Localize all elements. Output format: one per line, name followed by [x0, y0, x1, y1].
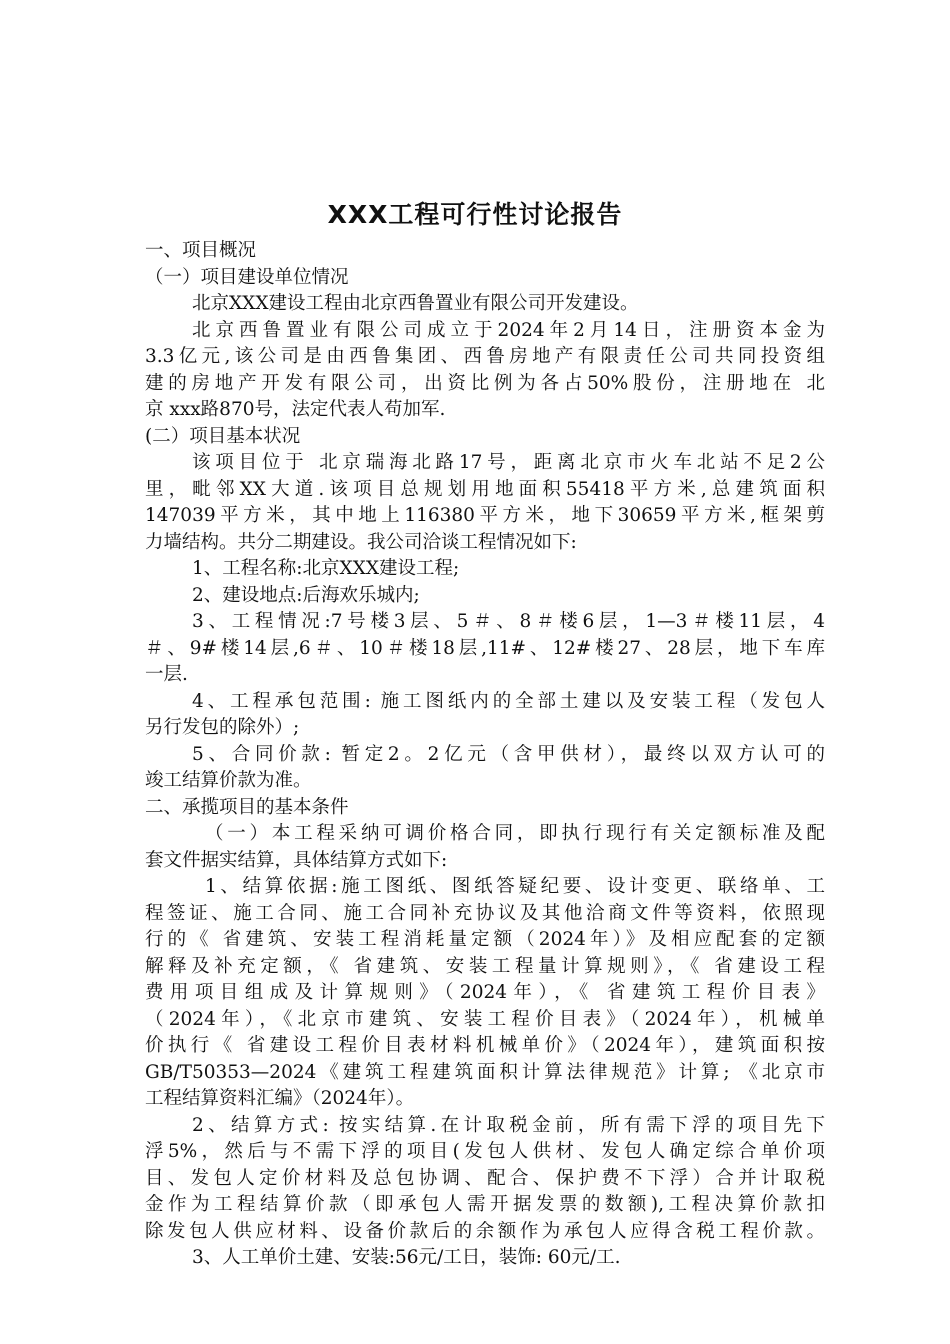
- list-item: 5、合同价款: 暂定2。2亿元（含甲供材），最终以双方认可的: [192, 743, 825, 765]
- paragraph-line: （2024年），《北京市建筑、安装工程价目表》（2024年），机械单: [145, 1008, 825, 1030]
- paragraph-line: 147039平方米，其中地上116380平方米，地下30659平方米,框架剪: [145, 505, 825, 526]
- paragraph-line: 套文件据实结算，具体结算方式如下:: [145, 849, 448, 871]
- paragraph-line: 工程结算资料汇编》（2024年）。: [145, 1088, 415, 1109]
- section-heading: 一、项目概况: [145, 240, 257, 261]
- paragraph-line: 除发包人供应材料、设备价款后的余额作为承包人应得含税工程价款。: [145, 1220, 825, 1242]
- list-item: 4、工程承包范围: 施工图纸内的全部土建以及安装工程（发包人: [192, 690, 825, 712]
- subsection-heading: （一）项目建设单位情况: [145, 266, 349, 288]
- subsection-heading: (二）项目基本状况: [145, 425, 301, 447]
- paragraph-line: 程签证、施工合同、施工合同补充协议及其他洽商文件等资料，依照现: [145, 902, 825, 924]
- list-item: 2、建设地点:后海欢乐城内;: [192, 584, 420, 606]
- list-item: 1、结算依据:施工图纸、图纸答疑纪要、设计变更、联络单、工: [205, 876, 825, 897]
- list-item: 2、结算方式: 按实结算.在计取税金前，所有需下浮的项目先下: [192, 1114, 825, 1136]
- paragraph-line: ＃、9#楼14层,6＃、10＃楼18层,11#、12#楼27、28层，地下车库: [145, 637, 825, 659]
- list-item: 3、人工单价土建、安装:56元/工日，装饰: 60元/工.: [192, 1247, 621, 1268]
- paragraph-line: 价执行《 省建设工程价目表材料机械单价》（2024年），建筑面积按: [145, 1035, 825, 1056]
- document-title: XXX工程可行性讨论报告: [327, 200, 623, 229]
- paragraph-line: 北京西鲁置业有限公司成立于2024年2月14日，注册资本金为: [192, 319, 825, 341]
- paragraph-line: 北京XXX建设工程由北京西鲁置业有限公司开发建设。: [192, 293, 639, 314]
- paragraph-line: 京 xxx路870号，法定代表人苟加军.: [145, 399, 446, 420]
- paragraph-line: 里，毗邻XX大道.该项目总规划用地面积55418平方米,总建筑面积: [145, 478, 825, 500]
- paragraph-line: 力墙结构。共分二期建设。我公司洽谈工程情况如下:: [145, 531, 577, 553]
- paragraph-line: GB/T50353—2024《建筑工程建筑面积计算法律规范》计算; 《北京市: [145, 1061, 825, 1083]
- document-body: [145, 238, 825, 1272]
- section-heading: 二、承揽项目的基本条件: [145, 796, 349, 818]
- paragraph-line: 建的房地产开发有限公司，出资比例为各占50%股份，注册地在 北: [145, 372, 825, 394]
- paragraph-line: 一层.: [145, 664, 188, 685]
- list-item: 1、工程名称:北京XXX建设工程;: [192, 558, 460, 579]
- list-item: 3、工程情况:7号楼3层、5＃、8＃楼6层，1—3＃楼11层，4: [192, 611, 825, 632]
- paragraph-line: 另行发包的除外）;: [145, 717, 300, 738]
- paragraph-line: 金作为工程结算价款（即承包人需开据发票的数额),工程决算价款扣: [145, 1194, 825, 1215]
- paragraph-line: 行的《 省建筑、安装工程消耗量定额（2024年）》及相应配套的定额: [145, 929, 825, 950]
- paragraph-line: 浮5%，然后与不需下浮的项目(发包人供材、发包人确定综合单价项: [145, 1141, 825, 1162]
- paragraph-line: 3.3亿元,该公司是由西鲁集团、西鲁房地产有限责任公司共同投资组: [145, 346, 825, 367]
- paragraph-line: 该项目位于 北京瑞海北路17号，距离北京市火车北站不足2公: [192, 452, 825, 473]
- paragraph-line: 解释及补充定额，《 省建筑、安装工程量计算规则》，《 省建设工程: [145, 955, 825, 977]
- paragraph-line: （一）本工程采纳可调价格合同，即执行现行有关定额标准及配: [205, 823, 825, 844]
- paragraph-line: 费用项目组成及计算规则》（2024年），《 省建筑工程价目表》: [145, 982, 825, 1003]
- paragraph-line: 目、发包人定价材料及总包协调、配合、保护费不下浮）合并计取税: [145, 1167, 825, 1189]
- paragraph-line: 竣工结算价款为准。: [145, 770, 312, 791]
